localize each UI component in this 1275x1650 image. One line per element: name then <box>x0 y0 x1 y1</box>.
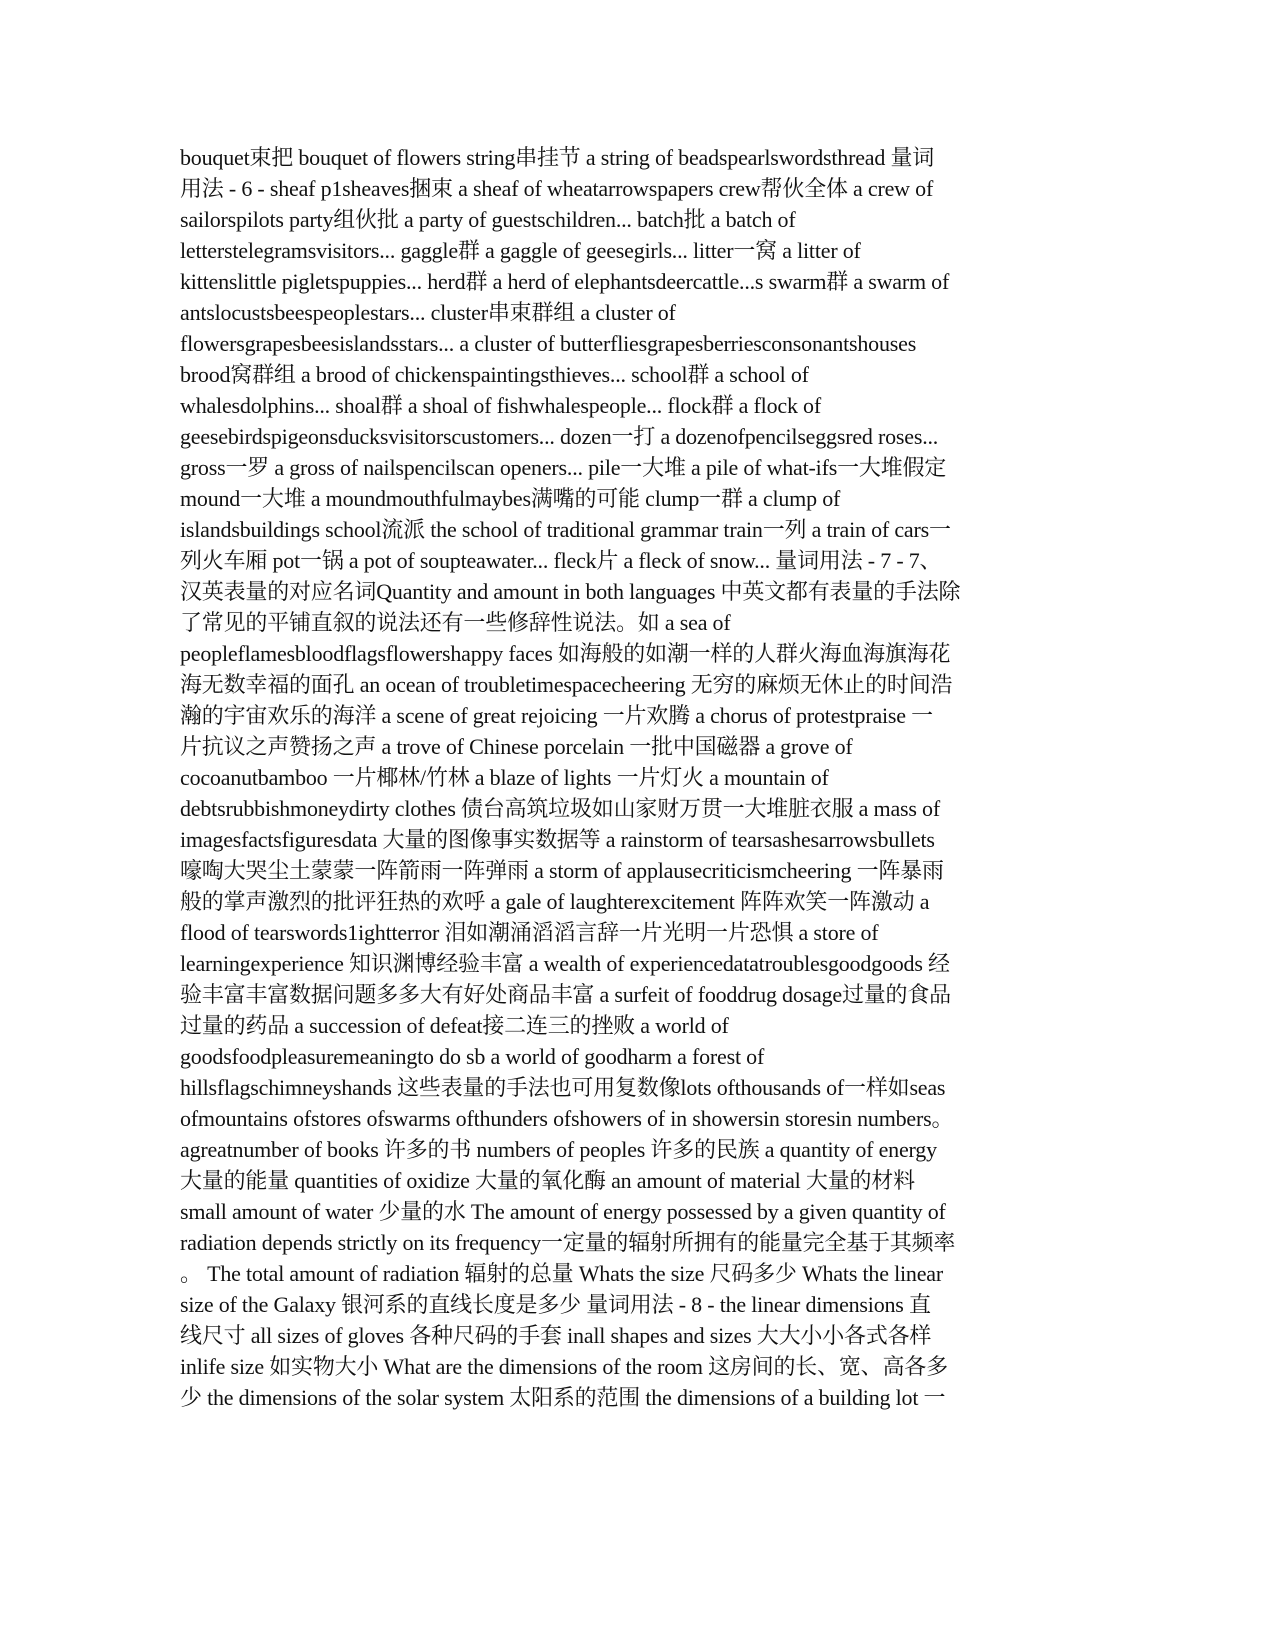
text-line: 嚎啕大哭尘土蒙蒙一阵箭雨一阵弹雨 a storm of applausecriticismcheering 一阵暴雨 <box>180 858 944 883</box>
text-line: bouquet束把 bouquet of flowers string串挂节 a string of beadspearlswordsthread 量词 <box>180 145 935 170</box>
text-line: 过量的药品 a succession of defeat接二连三的挫败 a world of <box>180 1013 729 1038</box>
text-line: 少 the dimensions of the solar system 太阳系的范围 the dimensions of a building lot 一 <box>180 1385 946 1410</box>
text-line: antslocustsbeespeoplestars... cluster串束群组 a cluster of <box>180 300 676 325</box>
text-line: flood of tearswords1ightterror 泪如潮涌滔滔言辞一片光明一片恐惧 a store of <box>180 920 879 945</box>
text-line: 般的掌声激烈的批评狂热的欢呼 a gale of laughterexcitement 阵阵欢笑一阵激动 a <box>180 889 930 914</box>
text-line: 列火车厢 pot一锅 a pot of soupteawater... fleck片 a fleck of snow... 量词用法 - 7 - 7、 <box>180 548 942 573</box>
text-line: 片抗议之声赞扬之声 a trove of Chinese porcelain 一批中国磁器 a grove of <box>180 734 853 759</box>
text-line: letterstelegramsvisitors... gaggle群 a gaggle of geesegirls... litter一窝 a litter of <box>180 238 861 263</box>
text-line: flowersgrapesbeesislandsstars... a cluster of butterfliesgrapesberriesconsonantshouses <box>180 331 917 356</box>
text-line: brood窝群组 a brood of chickenspaintingsthieves... school群 a school of <box>180 362 809 387</box>
text-line: sailorspilots party组伙批 a party of guestschildren... batch批 a batch of <box>180 207 796 232</box>
text-line: islandsbuildings school流派 the school of traditional grammar train一列 a train of cars一 <box>180 517 951 542</box>
text-line: 汉英表量的对应名词Quantity and amount in both languages 中英文都有表量的手法除 <box>180 579 961 604</box>
text-line: goodsfoodpleasuremeaningto do sb a world of goodharm a forest of <box>180 1044 765 1069</box>
text-line: peopleflamesbloodflagsflowershappy faces 如海般的如潮一样的人群火海血海旗海花 <box>180 641 951 666</box>
text-line: 。 The total amount of radiation 辐射的总量 Whats the size 尺码多少 Whats the linear <box>180 1261 943 1286</box>
text-line: ofmountains ofstores ofswarms ofthunders ofshowers of in showersin storesin numbers。 <box>180 1106 954 1131</box>
body-text <box>180 142 1060 1413</box>
text-line: debtsrubbishmoneydirty clothes 债台高筑垃圾如山家财万贯一大堆脏衣服 a mass of <box>180 796 940 821</box>
text-line: small amount of water 少量的水 The amount of energy possessed by a given quantity of <box>180 1199 946 1224</box>
text-line: 海无数幸福的面孔 an ocean of troubletimespacecheering 无穷的麻烦无休止的时间浩 <box>180 672 953 697</box>
text-line: kittenslittle pigletspuppies... herd群 a herd of elephantsdeercattle...s swarm群 a swarm of <box>180 269 950 294</box>
text-line: radiation depends strictly on its frequency一定量的辐射所拥有的能量完全基于其频率 <box>180 1230 956 1255</box>
text-line: gross一罗 a gross of nailspencilscan openers... pile一大堆 a pile of what-ifs一大堆假定 <box>180 455 947 480</box>
text-line: 瀚的宇宙欢乐的海洋 a scene of great rejoicing 一片欢腾 a chorus of protestpraise 一 <box>180 703 933 728</box>
text-line: learningexperience 知识渊博经验丰富 a wealth of experiencedatatroublesgoodgoods 经 <box>180 951 950 976</box>
text-line: geesebirdspigeonsducksvisitorscustomers... dozen一打 a dozenofpencilseggsred roses... <box>180 424 939 449</box>
text-line: inlife size 如实物大小 What are the dimensions of the room 这房间的长、宽、高各多 <box>180 1354 948 1379</box>
text-line: agreatnumber of books 许多的书 numbers of peoples 许多的民族 a quantity of energy <box>180 1137 937 1162</box>
text-line: imagesfactsfiguresdata 大量的图像事实数据等 a rainstorm of tearsashesarrowsbullets <box>180 827 935 852</box>
text-line: 了常见的平铺直叙的说法还有一些修辞性说法。如 a sea of <box>180 610 731 635</box>
text-line: 线尺寸 all sizes of gloves 各种尺码的手套 inall shapes and sizes 大大小小各式各样 <box>180 1323 932 1348</box>
text-line: mound一大堆 a moundmouthfulmaybes满嘴的可能 clump一群 a clump of <box>180 486 841 511</box>
text-line: 大量的能量 quantities of oxidize 大量的氧化酶 an amount of material 大量的材料 <box>180 1168 915 1193</box>
text-line: whalesdolphins... shoal群 a shoal of fishwhalespeople... flock群 a flock of <box>180 393 821 418</box>
text-line: 验丰富丰富数据问题多多大有好处商品丰富 a surfeit of fooddrug dosage过量的食品 <box>180 982 951 1007</box>
text-line: hillsflagschimneyshands 这些表量的手法也可用复数像lots ofthousands of一样如seas <box>180 1075 946 1100</box>
text-line: 用法 - 6 - sheaf p1sheaves捆束 a sheaf of wheatarrowspapers crew帮伙全体 a crew of <box>180 176 934 201</box>
text-line: size of the Galaxy 银河系的直线长度是多少 量词用法 - 8 - the linear dimensions 直 <box>180 1292 931 1317</box>
text-line: cocoanutbamboo 一片椰林/竹林 a blaze of lights 一片灯火 a mountain of <box>180 765 829 790</box>
